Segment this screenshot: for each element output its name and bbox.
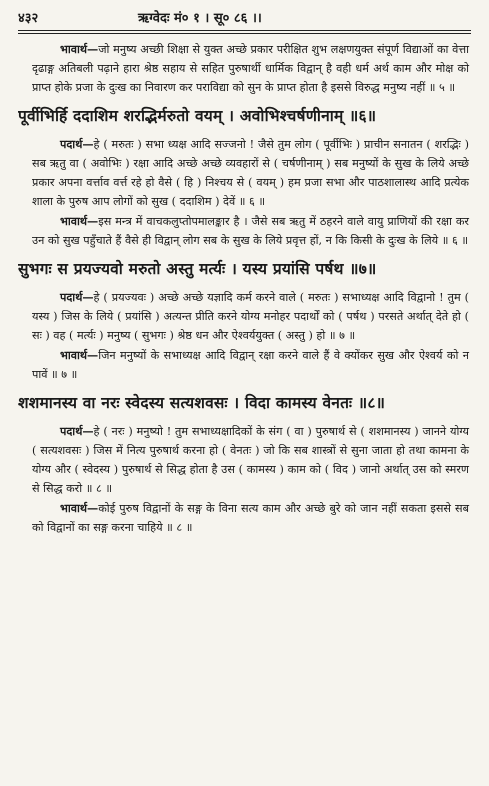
para-lead: पदार्थ— (60, 290, 94, 304)
header-rule-thin (18, 33, 471, 34)
padarth-paragraph (32, 288, 469, 345)
section-mantra-8 (18, 390, 469, 537)
running-title: ऋग्वेदः मं० १ । सू० ८६ ।। (138, 11, 262, 26)
para-lead: भावार्थ— (60, 214, 99, 228)
mantra-verse: शशमानस्य वा नरः स्वेदस्य सत्यशवसः । विदा कामस्य वेनतः ॥८॥ (18, 393, 386, 412)
section-bhavarth-5 (32, 40, 469, 97)
bhavarth-paragraph (32, 499, 469, 537)
header-rule (18, 30, 471, 31)
page-body (18, 40, 469, 776)
bhavarth-paragraph (32, 40, 469, 97)
para-text: जो मनुष्य अच्छी शिक्षा से युक्त अच्छे प्रकार परीक्षित शुभ लक्षणयुक्त संपूर्ण विद्याओं का वेत्ता दृढाङ्ग अतिबली पढ़ाने हारा श्रेष्ठ सहाय से सहित पुरुषार्थी धार्मिक विद्वान् है वही धर्म अर्थ काम और मोक्ष को प्राप्त होके प्रजा के दुःख का निवारण कर पराविद्या को सुन के प्राप्त होता है इससे विरुद्ध मनुष्य नहीं ॥ ५ ॥ (32, 43, 469, 94)
section-mantra-6 (18, 103, 469, 250)
para-text: जिन मनुष्यों के सभाध्यक्ष आदि विद्वान् रक्षा करने वाले हैं वे क्योंकर सुख और ऐश्वर्य को न पावें ॥ ७ ॥ (32, 349, 469, 381)
para-text: कोई पुरुष विद्वानों के सङ्ग के विना सत्य काम और अच्छे बुरे को जान नहीं सकता इससे सब को विद्वानों का सङ्ग करना चाहिये ॥ ८ ॥ (32, 502, 469, 534)
padarth-paragraph (32, 422, 469, 498)
bhavarth-paragraph (32, 346, 469, 384)
mantra-verse: पूर्वीभिर्हि ददाशिम शरद्भिर्मरुतो वयम् । अवोभिश्चर्षणीनाम् ॥६॥ (18, 106, 377, 125)
section-mantra-7 (18, 256, 469, 384)
para-lead: भावार्थ— (60, 348, 99, 362)
para-lead: पदार्थ— (60, 137, 94, 151)
mantra-verse: सुभगः स प्रयज्यवो मरुतो अस्तु मर्त्यः । यस्य प्रयांसि पर्षथ ॥७॥ (18, 259, 377, 278)
page-number: ४३२ (18, 11, 39, 26)
bhavarth-paragraph (32, 212, 469, 250)
running-header (18, 6, 471, 28)
para-lead: पदार्थ— (60, 424, 94, 438)
para-text: हे ( मरुतः ) सभा ध्यक्ष आदि सज्जनो ! जैसे तुम लोग ( पूर्वीभिः ) प्राचीन सनातन ( शरद्भिः ) सब ऋतु वा ( अवोभिः ) रक्षा आदि अच्छे अच्छे व्यवहारों से ( चर्षणीनाम् ) सब मनुष्यों के सुख के लिये अच्छे प्रकार अपना वर्त्ताव वर्त्त रहे हो वैसे ( हि ) निश्चय से ( वयम् ) हम प्रजा सभा और पाठशालास्थ आदि प्रत्येक शाला के पुरुष आप लोगों को सुख ( ददाशिम ) देवें ॥ ६ ॥ (32, 138, 469, 208)
para-text: हे ( नरः ) मनुष्यो ! तुम सभाध्यक्षादिकों के संग ( वा ) पुरुषार्थ से ( शशमानस्य ) जानने योग्य ( सत्यशवसः ) जिस में नित्य पुरुषार्थ करना हो ( वेनतः ) जो कि सब शास्त्रों से सुना जाता हो तथा कामना के योग्य और ( स्वेदस्य ) पुरुषार्थ से सिद्ध होता है उस ( कामस्य ) काम को ( विद ) जानो अर्थात् उस को स्मरण से सिद्ध करो ॥ ८ ॥ (32, 425, 469, 495)
para-text: हे ( प्रयज्यवः ) अच्छे अच्छे यज्ञादि कर्म करने वाले ( मरुतः ) सभाध्यक्ष आदि विद्वानो ! तुम ( यस्य ) जिस के लिये ( प्रयांसि ) अत्यन्त प्रीति करने योग्य मनोहर पदार्थों को ( पर्षथ ) परसते अर्थात् देते हो ( सः ) वह ( मर्त्यः ) मनुष्य ( सुभगः ) श्रेष्ठ धन और ऐश्वर्ययुक्त ( अस्तु ) हो ॥ ७ ॥ (32, 291, 469, 342)
para-lead: भावार्थ— (60, 42, 99, 56)
para-lead: भावार्थ— (60, 501, 99, 515)
padarth-paragraph (32, 135, 469, 211)
para-text: इस मन्त्र में वाचकलुप्तोपमालङ्कार है । जैसे सब ऋतु में ठहरने वाले वायु प्राणियों की रक्षा कर उन को सुख पहुँचाते हैं वैसे ही विद्वान् लोग सब के सुख के लिये प्रवृत्त हों, न कि किसी के दुःख के लिये ॥ ६ ॥ (32, 215, 469, 247)
